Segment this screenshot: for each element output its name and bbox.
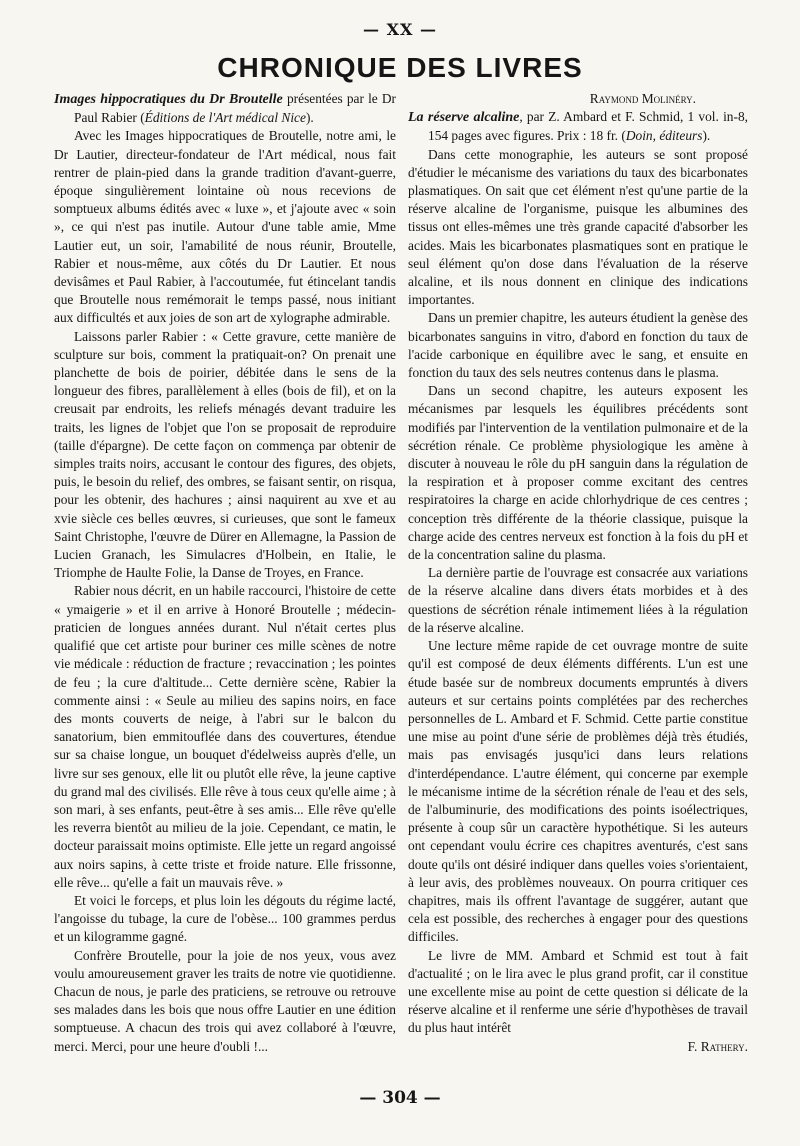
page-number-roman: — XX — xyxy=(363,20,437,39)
review2-heading: La réserve alcaline, par Z. Ambard et F. Schmid, 1 vol. in-8, 154 pages avec figures. Prix : 18 fr. (Doin, éditeurs). xyxy=(408,109,748,144)
review2-paragraph: La dernière partie de l'ouvrage est consacrée aux variations de la réserve alcaline dans divers états morbides et à des questions de sécrétion rénale intimement liées à la régulation de la réserve alcaline. xyxy=(408,565,748,635)
review2-signature: F. Rathery. xyxy=(687,1038,748,1054)
review1-book-title: Images hippocratiques xyxy=(54,92,186,107)
right-column xyxy=(408,90,748,1056)
review2-book-title: La réserve alcaline xyxy=(408,110,520,126)
review1-paragraph: Et voici le forceps, et plus loin les dégouts du régime lacté, l'angoisse du tubage, la cure de l'obèse... 100 grammes perdus et un kilogramme gagné. xyxy=(54,892,396,945)
review2-paragraph: Dans un premier chapitre, les auteurs étudient la genèse des bicarbonates sanguins in vitro, d'abord en fonction du taux de l'acide carbonique en équilibre avec le sang, et ensuite en fonction du taux des sels neutres contenus dans le plasma. xyxy=(408,310,748,381)
review2-paragraph: Dans cette monographie, les auteurs se sont proposé d'étudier le mécanisme des variations du taux des bicarbonates plasmatiques. On sait que cet élément n'est qu'une partie de la réserve alcaline de l'organisme, puisque les albumines des tissus ont elles-mêmes une très grande capacité d'absorber les acides. Mais les bicarbonates plasmatiques sont en pratique le seul élément qu'on dose dans l'évaluation de la réserve alcaline, et ils nous donnent en clinique des indications importantes. xyxy=(408,146,748,308)
review2-paragraph: Le livre de MM. Ambard et Schmid est tout à fait d'actualité ; on le lira avec le plus grand profit, car il constitue une excellente mise au point de cette question si délicate de la réserve alcaline et il renferme une série d'hypothèses de travail du plus haut intérêt xyxy=(408,947,748,1036)
review2-paragraph: Dans un second chapitre, les auteurs exposent les mécanismes par lesquels les équilibres précédents sont modifiés par l'intervention de la ventilation pulmonaire et de la sécrétion rénale. Ce problème physiologique les amène à discuter à nouveau le rôle du pH sanguin dans la régulation de la respiration et à proposer comme excitant des centres respiratoires la charge en acide chlorhydrique de ces centres ; conception très différente de la théorie classique, puisque la charge acide des centres nerveux est fonction à la fois du pH et de la concentration saline du plasma. xyxy=(408,383,748,563)
review2-paragraph: Une lecture même rapide de cet ouvrage montre de suite qu'il est composé de deux éléments différents. L'un est une étude basée sur de nombreux documents empruntés à divers auteurs et sur certains points complétées par des recherches personnelles de L. Ambard et F. Schmid. Cette partie constitue une mise au point d'une série de problèmes déjà très étudiés, mais pas envisagés jusqu'ici dans leurs relations d'interdépendance. L'autre élément, qui concerne par exemple le mécanisme intime de la sécrétion rénale de l'eau et des sels, de l'albuminurie, des modifications des points isoélectriques, présente à coup sûr un caractère hypothétique. Si les auteurs ont cependant voulu écrire ces chapitres aventurés, c'est sans doute qu'ils ont désiré indiquer dans quelles voies s'orientaient, à leur avis, des problèmes nouveaux. On pourra critiquer ces chapitres, mais ils offrent l'avantage de suggérer, autant que cela est possible, des recherches à engager pour des questions difficiles. xyxy=(408,638,748,945)
section-title: CHRONIQUE DES LIVRES xyxy=(217,52,583,83)
review1-paragraph: Rabier nous décrit, en un habile raccourci, l'histoire de cette « ymaigerie » et il en arrive à Honoré Broutelle ; médecin-praticien de longues années durant. Nul n'était certes plus qualifié que cet artiste pour buriner ces mille scènes de notre vie médicale : réduction de fracture ; revaccination ; les pointes de feu ; la cure d'altitude... Cette dernière scène, Rabier la commente ainsi : « Seule au milieu des sapins noirs, en face des monts couverts de neige, à l'abri sur le balcon du sanatorium, bien emmitouflée dans des couvertures, étendue sur sa chaise longue, un bouquet d'édelweiss auprès d'elle, un livre sur ses genoux, elle lit ou plutôt elle rêve, la jeune captive du grand mal des civilisés. Elle rêve à tous ceux qu'elle aime ; à son mari, à ses enfants, peut-être à ses amis... Elle rêve qu'elle les reverra bientôt au milieu de la joie. Cependant, ce matin, le docteur paraissait moins optimiste. Elle jette un regard angoissé aux noirs sapins, à cette triste et froide nature. Elle frissonne, elle rêve... qu'elle a fait un mauvais rêve. » xyxy=(54,583,396,890)
left-column xyxy=(54,90,396,1056)
page-number: — 304 — xyxy=(359,1088,441,1108)
review1-signature: Raymond Molinéry. xyxy=(589,91,696,106)
review1-paragraph: Confrère Broutelle, pour la joie de nos yeux, vous avez voulu amoureusement graver les traits de notre vie quotidienne. Chacun de nous, je parle des praticiens, se retrouve ou retrouve ses malades dans les bois que nous offre Lautier en une édition somptueuse. A chacun des trois qui avez collaboré à l'œuvre, merci. Merci, pour une heure d'oubli !... xyxy=(54,947,396,1054)
review1-heading: Images hippocratiques du Dr Broutelle présentées par le Dr Paul Rabier (Éditions de l'Art médical Nice). xyxy=(54,91,396,126)
review1-paragraph: Laissons parler Rabier : « Cette gravure, cette manière de sculpture sur bois, comment la pratiquait-on? On prenait une planchette de bois de poirier, débitée dans le sens de la longueur des fibres, parallèlement à elles (bois de fil), et on la creusait par endroits, les reliefs ménagés devant traduire les traits, les lignes de l'objet que l'on se proposait de reproduire (taille d'épargne). De cette façon on commença par obtenir de simples traits noirs, accusant le contour des figures, des objets, puis, le besoin du relief, des ombres, se faisant sentir, on risqua, pour les obtenir, des hachures ; ainsi naquirent au xve et au xvie siècle ces belles œuvres, si curieuses, que sont le fameux Saint Christophe, l'œuvre de Dürer en Allemagne, la Passion de Lucien Granach, les Simulacres d'Holbein, en Italie, le Triomphe de Haulte Folie, la Danse de Troyes, en France. xyxy=(54,328,396,581)
review1-paragraph: Avec les Images hippocratiques de Broutelle, notre ami, le Dr Lautier, directeur-fondateur de l'Art médical, nous fait rentrer de plain-pied dans la grande tradition d'avant-guerre, époque singulièrement lointaine où nous recevions de somptueux albums édités avec « luxe », et j'ajoute avec « soin », ce qui n'est pas inutile. Autour d'une table amie, Mme Lautier eut, un soir, l'amabilité de nous réunir, Broutelle, Rabier et nous-même, aux côtés du Dr Lautier. Et nous devisâmes et Paul Rabier, à l'accoutumée, fut étincelant tandis que Broutelle nous remémorait le temps passé, nous initiant aux difficultés et aux joies de son art de xylographe admirable. xyxy=(54,128,396,326)
